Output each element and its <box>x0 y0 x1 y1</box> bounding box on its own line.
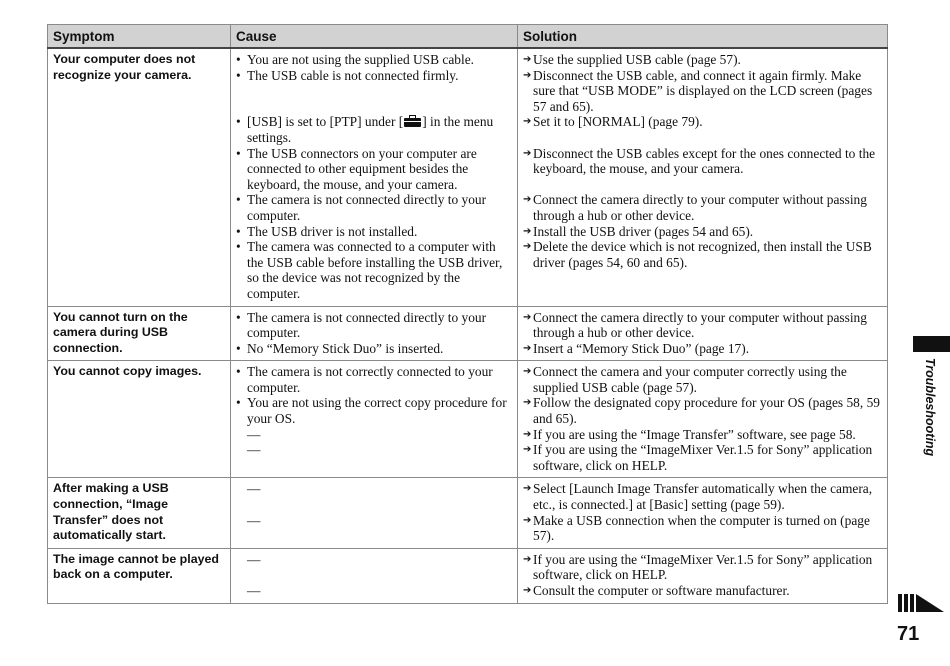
cause-item <box>236 310 512 341</box>
bullet-icon: • <box>236 364 241 380</box>
cause-item <box>236 224 512 240</box>
item-text: Insert a “Memory Stick Duo” (page 17). <box>533 340 750 356</box>
cause-item <box>236 239 512 301</box>
solution-item <box>523 310 882 341</box>
arrow-icon: ➔ <box>523 54 532 65</box>
item-text: The USB cable is not connected firmly. <box>247 67 459 83</box>
item-text: Connect the camera directly to your computer without passing through a hub or other device. <box>533 309 867 341</box>
arrow-icon: ➔ <box>523 553 532 565</box>
item-text: If you are using the “ImageMixer Ver.1.5 for Sony” application software, click on HELP. <box>533 442 873 473</box>
arrow-icon: ➔ <box>523 116 532 128</box>
arrow-icon: ➔ <box>523 311 532 323</box>
table-header-row <box>48 25 888 49</box>
solution-cell <box>518 548 888 603</box>
solution-item <box>523 224 882 240</box>
dash-item <box>236 427 512 443</box>
solution-item <box>523 52 882 68</box>
solution-item <box>523 583 882 599</box>
symptom-cell: You cannot copy images. <box>48 361 231 478</box>
item-text: The USB driver is not installed. <box>247 223 418 239</box>
spacer <box>523 177 882 193</box>
solution-cell <box>518 306 888 361</box>
cause-cell <box>231 48 518 306</box>
dash-item <box>236 513 512 529</box>
next-page-icon <box>898 592 946 614</box>
header-cause: Cause <box>231 25 518 49</box>
item-text: Delete the device which is not recognized, then install the USB driver (pages 54, 60 and 65). <box>533 239 872 270</box>
header-solution: Solution <box>518 25 888 49</box>
solution-item <box>523 442 882 473</box>
item-text: — <box>247 481 261 497</box>
symptom-cell: Your computer does not recognize your camera. <box>48 48 231 306</box>
spacer <box>236 83 512 114</box>
solution-cell <box>518 361 888 478</box>
bullet-icon: • <box>236 52 241 67</box>
solution-item <box>523 239 882 270</box>
section-tab-label: Troubleshooting <box>923 357 937 457</box>
item-text: Install the USB driver (pages 54 and 65). <box>533 223 754 239</box>
cause-cell <box>231 361 518 478</box>
item-text: Disconnect the USB cables except for the ones connected to the keyboard, the mouse, and your camera. <box>533 145 876 177</box>
dash-item <box>236 481 512 497</box>
bullet-icon: • <box>236 114 241 130</box>
solution-item <box>523 68 882 115</box>
table-row <box>48 548 888 603</box>
cause-cell <box>231 306 518 361</box>
item-text: — <box>247 442 261 458</box>
solution-item <box>523 146 882 177</box>
cause-item <box>236 364 512 395</box>
cause-item <box>236 52 512 68</box>
arrow-icon: ➔ <box>523 225 532 237</box>
solution-item <box>523 395 882 426</box>
cause-item <box>236 395 512 426</box>
solution-item <box>523 192 882 223</box>
cause-cell <box>231 548 518 603</box>
arrow-icon: ➔ <box>523 366 532 378</box>
dash-item <box>236 583 512 599</box>
item-text: Follow the designated copy procedure for your OS (pages 58, 59 and 65). <box>533 395 880 427</box>
table-row <box>48 361 888 478</box>
arrow-icon: ➔ <box>523 69 532 81</box>
symptom-cell: After making a USB connection, “Image Transfer” does not automatically start. <box>48 478 231 548</box>
cause-cell <box>231 478 518 548</box>
item-text: No “Memory Stick Duo” is inserted. <box>247 340 444 356</box>
solution-item <box>523 481 882 512</box>
item-text: — <box>247 426 261 442</box>
arrow-icon: ➔ <box>523 483 532 495</box>
item-text: Connect the camera and your computer correctly using the supplied USB cable (page 57). <box>533 364 847 395</box>
spacer <box>236 497 512 513</box>
bullet-icon: • <box>236 192 241 208</box>
symptom-cell: You cannot turn on the camera during USB connection. <box>48 306 231 361</box>
arrow-icon: ➔ <box>523 241 532 253</box>
item-text: The camera is not correctly connected to your computer. <box>247 364 493 395</box>
solution-item <box>523 552 882 583</box>
arrow-icon: ➔ <box>523 147 532 159</box>
item-text: Select [Launch Image Transfer automatically when the camera, etc., is connected.] at [Basic] setting (page 59). <box>533 481 873 513</box>
item-text: Disconnect the USB cable, and connect it again firmly. Make sure that “USB MODE” is displayed on the LCD screen (pages 57 and 65). <box>533 67 873 114</box>
arrow-icon: ➔ <box>523 585 532 596</box>
item-text: You are not using the supplied USB cable. <box>247 52 475 67</box>
bullet-icon: • <box>236 223 241 239</box>
bullet-icon: • <box>236 145 241 161</box>
toolbox-icon <box>404 115 421 127</box>
item-text: — <box>247 551 261 567</box>
table-row <box>48 306 888 361</box>
bullet-icon: • <box>236 340 241 356</box>
item-text: If you are using the “Image Transfer” software, see page 58. <box>533 426 856 442</box>
bullet-icon: • <box>236 67 241 83</box>
header-symptom: Symptom <box>48 25 231 49</box>
item-text: Set it to [NORMAL] (page 79). <box>533 114 703 130</box>
solution-item <box>523 427 882 443</box>
solution-item <box>523 513 882 544</box>
arrow-icon: ➔ <box>523 428 532 440</box>
solution-cell <box>518 48 888 306</box>
item-text: If you are using the “ImageMixer Ver.1.5 for Sony” application software, click on HELP. <box>533 551 873 583</box>
item-text: [USB] is set to [PTP] under [ <box>247 114 404 130</box>
page-number: 71 <box>897 623 920 645</box>
arrow-icon: ➔ <box>523 397 532 409</box>
dash-item <box>236 552 512 568</box>
spacer <box>236 567 512 583</box>
arrow-icon: ➔ <box>523 444 532 456</box>
item-text: — <box>247 583 261 598</box>
item-text: Use the supplied USB cable (page 57). <box>533 52 741 67</box>
table-row <box>48 478 888 548</box>
cause-item <box>236 146 512 193</box>
solution-item <box>523 114 882 130</box>
item-text: Connect the camera directly to your computer without passing through a hub or other device. <box>533 192 867 223</box>
symptom-cell: The image cannot be played back on a computer. <box>48 548 231 603</box>
item-text: The USB connectors on your computer are connected to other equipment besides the keyboard, the mouse, and your camera. <box>247 145 477 192</box>
cause-item <box>236 341 512 357</box>
arrow-icon: ➔ <box>523 514 532 526</box>
arrow-icon: ➔ <box>523 194 532 206</box>
item-text: — <box>247 512 261 528</box>
table-body <box>48 48 888 603</box>
item-text: The camera was connected to a computer with the USB cable before installing the USB driver, so the device was not recognized by the computer. <box>247 239 503 301</box>
item-text: ] in the menu settings. <box>247 114 494 145</box>
bullet-icon: • <box>236 239 241 255</box>
item-text: Make a USB connection when the computer is turned on (page 57). <box>533 512 870 544</box>
solution-item <box>523 364 882 395</box>
troubleshooting-table <box>47 24 888 604</box>
spacer <box>523 130 882 146</box>
arrow-icon: ➔ <box>523 342 532 354</box>
bullet-icon: • <box>236 395 241 411</box>
item-text: The camera is not connected directly to your computer. <box>247 309 487 341</box>
solution-item <box>523 341 882 357</box>
item-text: The camera is not connected directly to your computer. <box>247 192 487 223</box>
bullet-icon: • <box>236 309 241 325</box>
section-tab-marker <box>913 336 950 352</box>
cause-item <box>236 114 512 145</box>
solution-cell <box>518 478 888 548</box>
table-row <box>48 48 888 306</box>
cause-item <box>236 192 512 223</box>
dash-item <box>236 442 512 458</box>
cause-item <box>236 68 512 84</box>
item-text: Consult the computer or software manufacturer. <box>533 583 790 598</box>
item-text: You are not using the correct copy procedure for your OS. <box>247 395 507 427</box>
